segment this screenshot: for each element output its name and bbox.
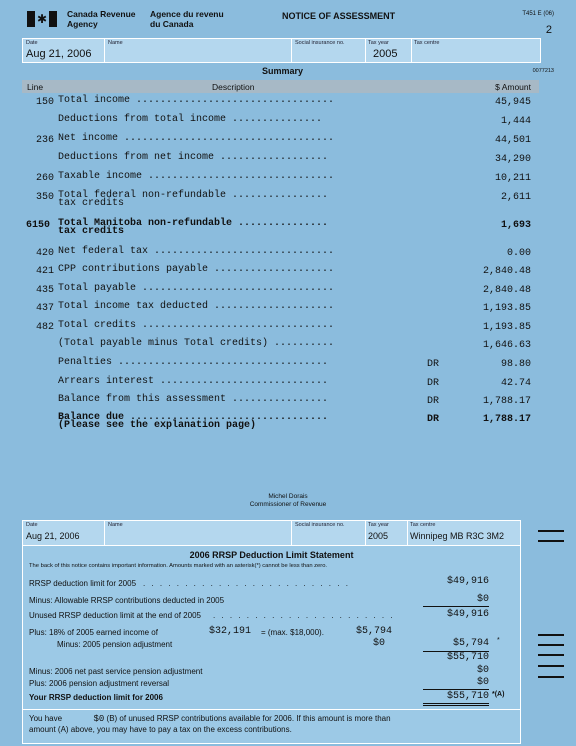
rrsp-line5-label: Minus: 2005 pension adjustment bbox=[57, 640, 173, 649]
agency-name-en: Canada Revenue Agency bbox=[67, 9, 136, 29]
summary-row bbox=[0, 154, 576, 170]
line-amount: 1,193.85 bbox=[482, 322, 531, 333]
summary-row bbox=[0, 135, 576, 151]
rrsp-id-fields-row bbox=[23, 521, 520, 546]
line-description: Deductions from net income .................. bbox=[58, 152, 329, 163]
tax-centre-label: Tax centre bbox=[414, 40, 440, 46]
line-description: Balance from this assessment ................ bbox=[58, 394, 329, 405]
rrsp-line2-label: Minus: Allowable RRSP contributions deducted in 2005 bbox=[29, 596, 225, 605]
margin-tick bbox=[538, 644, 564, 646]
line-number: 421 bbox=[35, 266, 54, 277]
notice-title: NOTICE OF ASSESSMENT bbox=[282, 11, 396, 21]
summary-row bbox=[0, 378, 576, 394]
line-number: 435 bbox=[35, 285, 54, 296]
rrsp-line6-label: Minus: 2006 net past service pension adjustment bbox=[29, 667, 203, 676]
summary-row bbox=[0, 322, 576, 338]
summary-row bbox=[0, 248, 576, 264]
line-amount: 1,693 bbox=[500, 220, 531, 231]
col-amount-header: $ Amount bbox=[495, 82, 531, 92]
col-line-header: Line bbox=[27, 82, 44, 92]
rrsp-line7-label: Plus: 2006 pension adjustment reversal bbox=[29, 679, 170, 688]
line-description: CPP contributions payable .................... bbox=[58, 264, 335, 275]
debit-indicator: DR bbox=[427, 414, 440, 425]
line-description: Penalties ................................... bbox=[58, 357, 329, 368]
margin-tick bbox=[538, 530, 564, 532]
maple-leaf-icon: ✱ bbox=[36, 12, 48, 26]
rrsp-line1-label: RRSP deduction limit for 2005 bbox=[29, 579, 137, 588]
summary-row bbox=[0, 116, 576, 132]
rrsp-line8-amount: $55,710 bbox=[446, 691, 489, 702]
line-amount: 0.00 bbox=[506, 248, 531, 259]
dot-leader: . . . . . . . . . . . . . . . . . . . . . . . . . bbox=[143, 579, 350, 588]
tax-year-value: 2005 bbox=[373, 48, 398, 60]
line-description: Net federal tax .............................. bbox=[58, 246, 335, 257]
summary-title: Summary bbox=[262, 66, 304, 76]
debit-indicator: DR bbox=[427, 396, 440, 407]
line-amount: 1,646.63 bbox=[482, 340, 531, 351]
agency-name-fr: Agence du revenu du Canada bbox=[150, 9, 224, 29]
line-number: 420 bbox=[35, 248, 54, 259]
rrsp-subtotal: $55,710 bbox=[446, 652, 489, 663]
margin-tick bbox=[538, 540, 564, 542]
rrsp-line4-calc: $5,794 bbox=[356, 626, 393, 637]
line-amount: 1,193.85 bbox=[482, 303, 531, 314]
sin-label: Social insurance no. bbox=[295, 40, 345, 46]
line-description: Balance due ................................. (Please see the explanation page) bbox=[58, 412, 329, 431]
page-number: 2 bbox=[545, 24, 552, 36]
date-value: Aug 21, 2006 bbox=[26, 48, 92, 60]
line-amount: 98.80 bbox=[500, 359, 531, 370]
rrsp-name-label: Name bbox=[108, 522, 123, 528]
summary-row bbox=[0, 266, 576, 282]
id-fields-row bbox=[22, 38, 541, 63]
col-description-header: Description bbox=[212, 82, 255, 92]
summary-row bbox=[0, 303, 576, 319]
debit-indicator: DR bbox=[427, 378, 440, 389]
summary-row bbox=[0, 97, 576, 113]
rrsp-date-label: Date bbox=[26, 522, 38, 528]
summary-row bbox=[0, 192, 576, 208]
rrsp-date-value: Aug 21, 2006 bbox=[26, 531, 80, 541]
rrsp-line5-amount: $5,794 bbox=[452, 638, 489, 649]
line-description: Total payable ................................ bbox=[58, 283, 335, 294]
line-number: 236 bbox=[35, 135, 54, 146]
rrsp-line4-max: = (max. $18,000). bbox=[261, 628, 324, 637]
line-amount: 1,788.17 bbox=[482, 414, 531, 425]
line-description: (Total payable minus Total credits) .......... bbox=[58, 338, 335, 349]
rrsp-line5-mid: $0 bbox=[373, 638, 386, 649]
rrsp-title: 2006 RRSP Deduction Limit Statement bbox=[189, 550, 354, 560]
line-description: Taxable income ............................... bbox=[58, 171, 335, 182]
margin-tick bbox=[538, 634, 564, 636]
tax-year-label: Tax year bbox=[368, 40, 389, 46]
line-amount: 1,444 bbox=[500, 116, 531, 127]
summary-row bbox=[0, 285, 576, 301]
rrsp-tax-centre-label: Tax centre bbox=[410, 522, 436, 528]
rrsp-statement bbox=[22, 520, 521, 744]
line-description: Net income ................................... bbox=[58, 133, 335, 144]
summary-code: 0077213 bbox=[532, 68, 554, 74]
summary-row bbox=[0, 173, 576, 189]
line-description: Deductions from total income ............... bbox=[58, 114, 323, 125]
line-description: Total income ................................. bbox=[58, 95, 335, 106]
rrsp-line8-mark: *(A) bbox=[492, 691, 505, 698]
summary-row bbox=[0, 414, 576, 430]
form-code: T451 E (06) bbox=[522, 11, 554, 17]
canada-flag-logo bbox=[27, 11, 57, 27]
summary-row bbox=[0, 396, 576, 412]
rrsp-line2-amount: $0 bbox=[476, 594, 489, 605]
rrsp-tax-centre-value: Winnipeg MB R3C 3M2 bbox=[410, 531, 505, 541]
line-description: Total income tax deducted .................... bbox=[58, 301, 335, 312]
rrsp-tax-year-label: Tax year bbox=[368, 522, 389, 528]
summary-row bbox=[0, 359, 576, 375]
line-amount: 2,840.48 bbox=[482, 285, 531, 296]
line-description: Total credits ................................ bbox=[58, 320, 335, 331]
rrsp-line3-amount: $49,916 bbox=[446, 609, 489, 620]
rrsp-line4-label: Plus: 18% of 2005 earned income of bbox=[29, 628, 158, 637]
line-amount: 34,290 bbox=[494, 154, 531, 165]
line-description: Arrears interest ............................ bbox=[58, 376, 329, 387]
line-number: 150 bbox=[35, 97, 54, 108]
line-amount: 2,840.48 bbox=[482, 266, 531, 277]
margin-tick bbox=[538, 654, 564, 656]
summary-row bbox=[0, 340, 576, 356]
line-number: 437 bbox=[35, 303, 54, 314]
rrsp-footer-line1: You have $0 (B) of unused RRSP contributions available for 2006. If this amount is more than bbox=[29, 714, 391, 724]
rrsp-line4-income: $32,191 bbox=[209, 626, 252, 637]
summary-row bbox=[0, 220, 576, 236]
margin-tick bbox=[538, 676, 564, 678]
line-amount: 10,211 bbox=[494, 173, 531, 184]
line-number: 482 bbox=[35, 322, 54, 333]
rrsp-sin-label: Social insurance no. bbox=[295, 522, 345, 528]
signatory-name: Michel Dorais bbox=[268, 493, 308, 500]
line-amount: 44,501 bbox=[494, 135, 531, 146]
line-amount: 2,611 bbox=[500, 192, 531, 203]
rrsp-footer-line2: amount (A) above, you may have to pay a tax on the excess contributions. bbox=[29, 725, 292, 734]
line-description: Total Manitoba non-refundable ............... tax credits bbox=[58, 218, 329, 237]
margin-tick bbox=[538, 665, 564, 667]
rrsp-line3-label: Unused RRSP deduction limit at the end of 2005 bbox=[29, 611, 201, 620]
rrsp-line7-amount: $0 bbox=[476, 677, 489, 688]
line-number: 350 bbox=[35, 192, 54, 203]
rrsp-line5-asterisk: * bbox=[497, 637, 500, 644]
line-amount: 45,945 bbox=[494, 97, 531, 108]
rrsp-line6-amount: $0 bbox=[476, 665, 489, 676]
debit-indicator: DR bbox=[427, 359, 440, 370]
line-description: Total federal non-refundable ................ tax credits bbox=[58, 190, 329, 209]
line-amount: 42.74 bbox=[500, 378, 531, 389]
line-number: 6150 bbox=[25, 220, 50, 231]
line-number: 260 bbox=[35, 173, 54, 184]
line-amount: 1,788.17 bbox=[482, 396, 531, 407]
rrsp-line1-amount: $49,916 bbox=[446, 576, 489, 587]
rrsp-intro: The back of this notice contains important information. Amounts marked with an asterisk(*) cannot be less than zero. bbox=[29, 563, 328, 569]
rrsp-line8-label: Your RRSP deduction limit for 2006 bbox=[29, 693, 163, 702]
date-label: Date bbox=[26, 40, 38, 46]
dot-leader: . . . . . . . . . . . . . . . . . . . . . . bbox=[213, 611, 395, 620]
name-label: Name bbox=[108, 40, 123, 46]
rrsp-tax-year-value: 2005 bbox=[368, 531, 389, 541]
signatory-title: Commissioner of Revenue bbox=[249, 501, 327, 508]
summary-header-bar bbox=[22, 80, 539, 93]
